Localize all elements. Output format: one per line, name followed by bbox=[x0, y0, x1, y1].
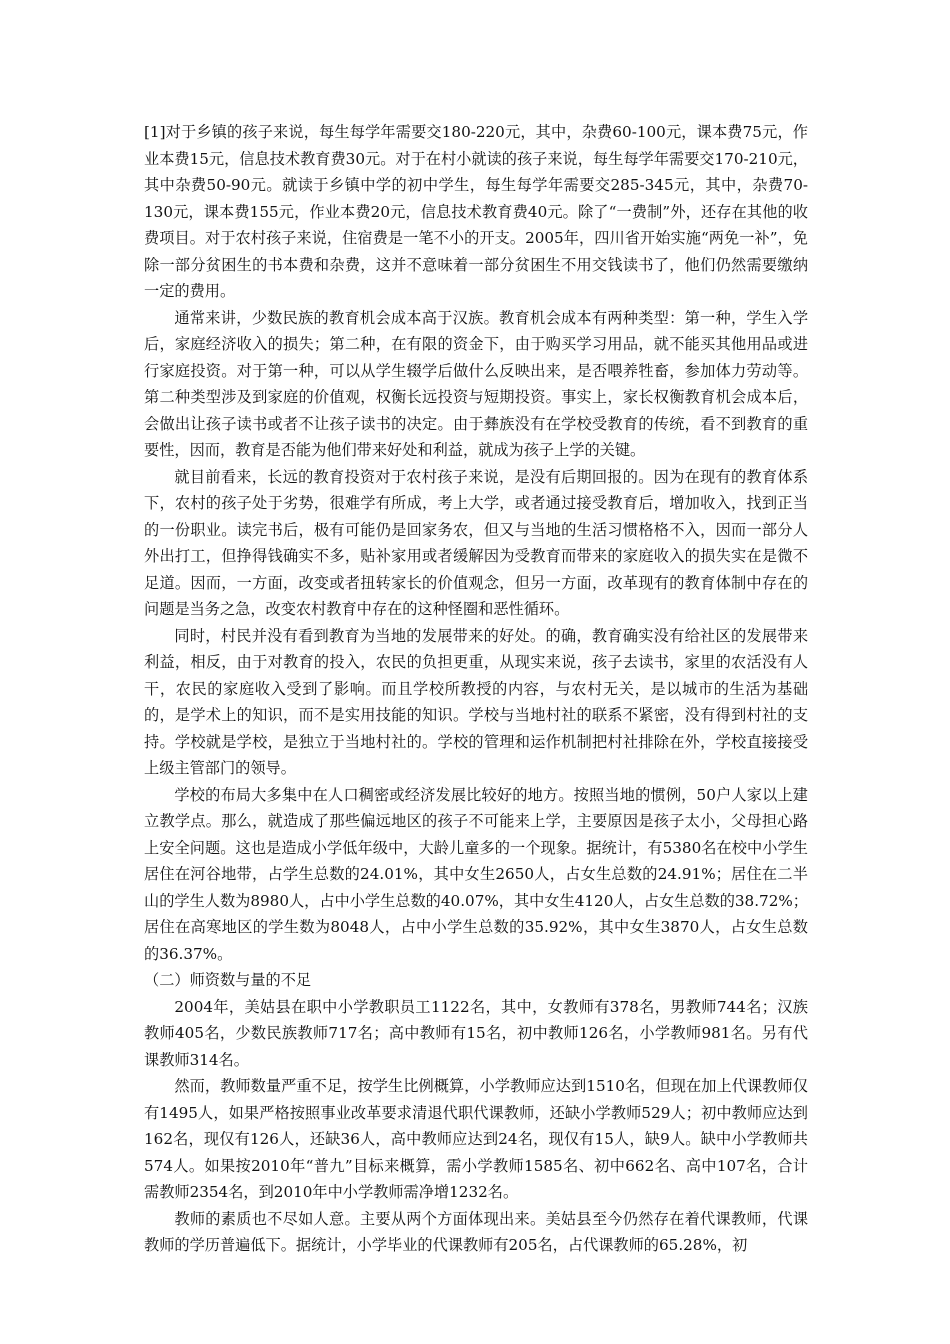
paragraph-opportunity-cost: 通常来讲，少数民族的教育机会成本高于汉族。教育机会成本有两种类型：第一种，学生入学后，家庭经济收入的损失；第二种，在有限的资金下，由于购买学习用品，就不能买其他用品或进行家庭投资。对于第一种，可以从学生辍学后做什么反映出来，是否喂养牲畜，参加体力劳动等。第二种类型涉及到家庭的价值观，权衡长远投资与短期投资。事实上，家长权衡教育机会成本后，会做出让孩子读书或者不让孩子读书的决定。由于彝族没有在学校受教育的传统，看不到教育的重要性，因而，教育是否能为他们带来好处和利益，就成为孩子上学的关键。 bbox=[144, 308, 808, 459]
section-heading-teachers: （二）师资数与量的不足 bbox=[144, 971, 312, 989]
paragraph-long-term-investment: 就目前看来，长远的教育投资对于农村孩子来说，是没有后期回报的。因为在现有的教育体系下，农村的孩子处于劣势，很难学有所成，考上大学，或者通过接受教育后，增加收入，找到正当的一份职业。读完书后，极有可能仍是回家务农，但又与当地的生活习惯格格不入，因而一部分人外出打工，但挣得钱确实不多，贴补家用或者缓解因为受教育而带来的家庭收入的损失实在是微不足道。因而，一方面，改变或者扭转家长的价值观念，但另一方面，改革现有的教育体制中存在的问题是当务之急，改变农村教育中存在的这种怪圈和恶性循环。 bbox=[144, 467, 808, 618]
paragraph-teacher-count-2004: 2004年，美姑县在职中小学教职员工1122名，其中，女教师有378名，男教师744名；汉族教师405名，少数民族教师717名；高中教师有15名，初中教师126名，小学教师981名。另有代课教师314名。 bbox=[144, 997, 808, 1069]
paragraph-community-benefit: 同时，村民并没有看到教育为当地的发展带来的好处。的确，教育确实没有给社区的发展带来利益，相反，由于对教育的投入，农民的负担更重，从现实来说，孩子去读书，家里的农活没有人干，农民的家庭收入受到了影响。而且学校所教授的内容，与农村无关，是以城市的生活为基础的，是学术上的知识，而不是实用技能的知识。学校与当地村社的联系不紧密，没有得到村社的支持。学校就是学校，是独立于当地村社的。学校的管理和运作机制把村社排除在外，学校直接接受上级主管部门的领导。 bbox=[144, 626, 808, 777]
paragraph-teacher-quality: 教师的素质也不尽如人意。主要从两个方面体现出来。美姑县至今仍然存在着代课教师，代课教师的学历普遍低下。据统计，小学毕业的代课教师有205名，占代课教师的65.28%，初 bbox=[144, 1209, 808, 1254]
paragraph-footnote-fees: [1]对于乡镇的孩子来说，每生每学年需要交180-220元，其中，杂费60-100元，课本费75元，作业本费15元，信息技术教育费30元。对于在村小就读的孩子来说，每生每学年需要交170-210元，其中杂费50-90元。就读于乡镇中学的初中学生，每生每学年需要交285-345元，其中，杂费70-130元，课本费155元，作业本费20元，信息技术教育费40元。除了“一费制”外，还存在其他的收费项目。对于农村孩子来说，住宿费是一笔不小的开支。2005年，四川省开始实施“两免一补”，免除一部分贫困生的书本费和杂费，这并不意味着一部分贫困生不用交钱读书了，他们仍然需要缴纳一定的费用。 bbox=[144, 123, 808, 300]
paragraph-school-layout: 学校的布局大多集中在人口稠密或经济发展比较好的地方。按照当地的惯例，50户人家以上建立教学点。那么，就造成了那些偏远地区的孩子不可能来上学，主要原因是孩子太小，父母担心路上安全问题。这也是造成小学低年级中，大龄儿童多的一个现象。据统计，有5380名在校中小学生居住在河谷地带，占学生总数的24.01%，其中女生2650人，占女生总数的24.91%；居住在二半山的学生人数为8980人，占中小学生总数的40.07%，其中女生4120人，占女生总数的38.72%；居住在高寒地区的学生数为8048人，占中小学生总数的35.92%，其中女生3870人，占女生总数的36.37%。 bbox=[144, 785, 808, 963]
paragraph-teacher-shortage: 然而，教师数量严重不足，按学生比例概算，小学教师应达到1510名，但现在加上代课教师仅有1495人，如果严格按照事业改革要求清退代职代课教师，还缺小学教师529人；初中教师应达到162名，现仅有126人，还缺36人，高中教师应达到24名，现仅有15人，缺9人。缺中小学教师共574人。如果按2010年“普九”目标来概算，需小学教师1585名、初中662名、高中107名，合计需教师2354名，到2010年中小学教师需净增1232名。 bbox=[144, 1077, 808, 1201]
document-body bbox=[144, 119, 808, 1259]
